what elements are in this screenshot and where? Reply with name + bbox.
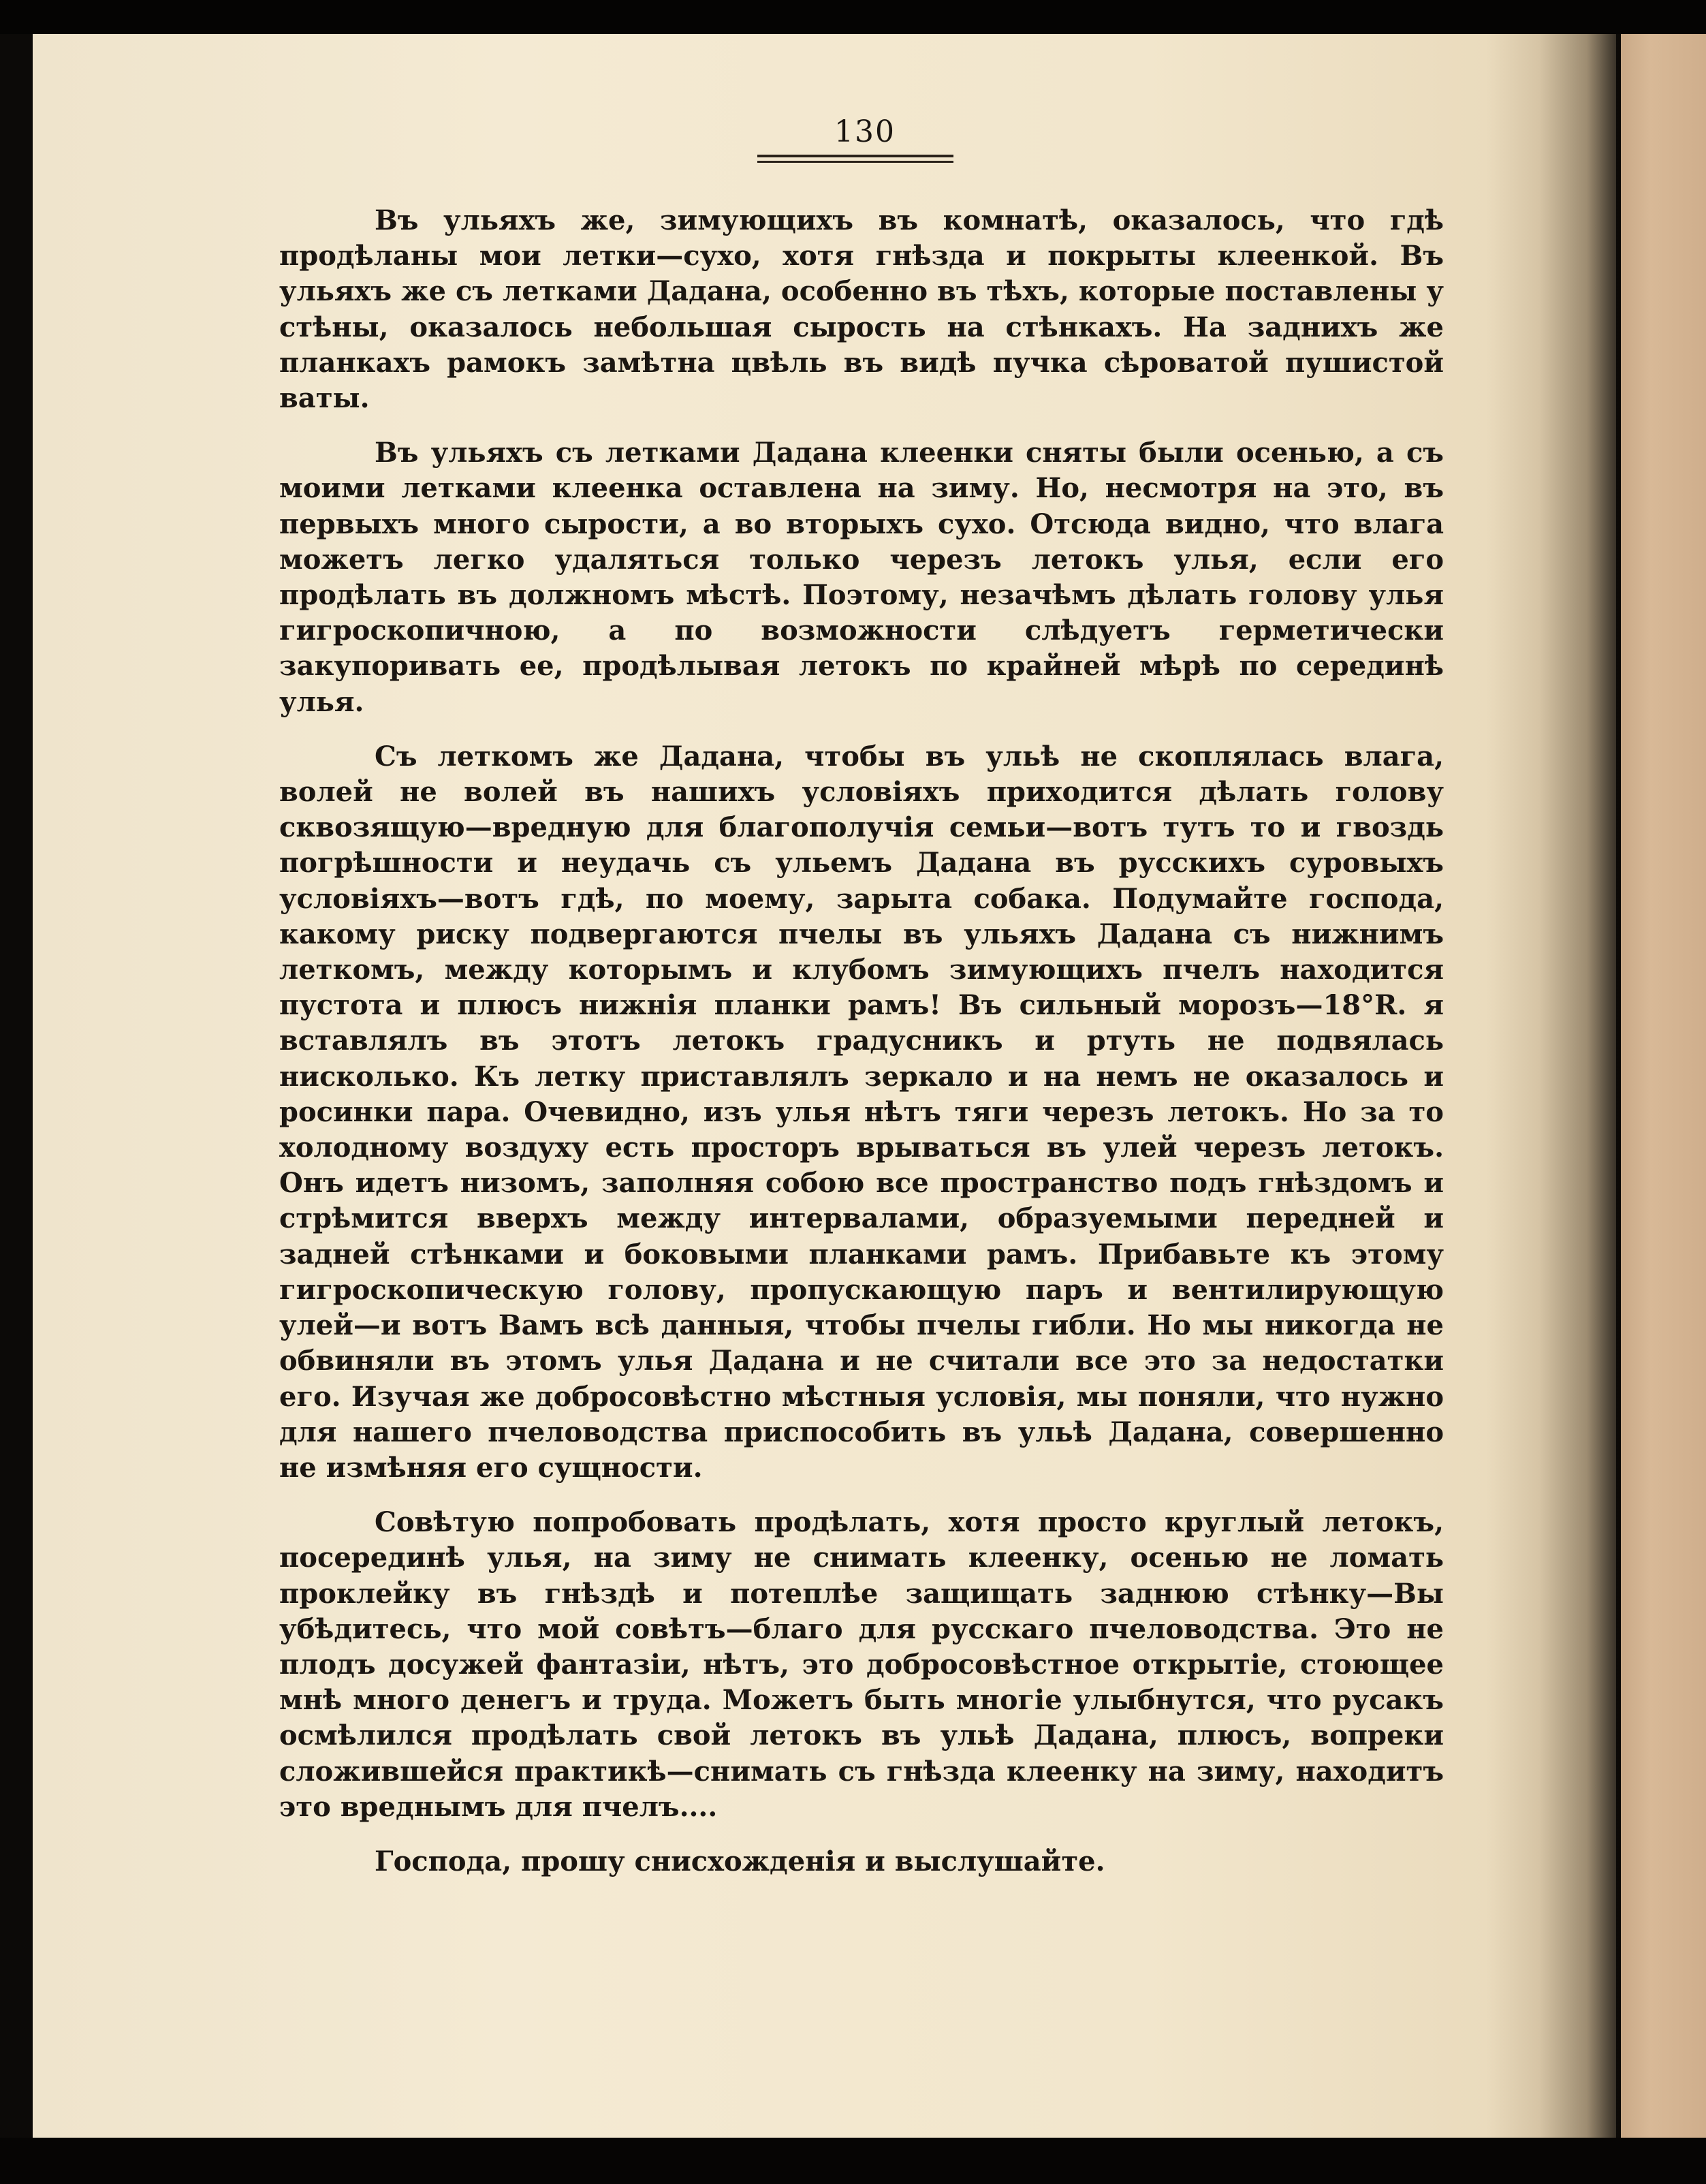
page-number: 130 (834, 114, 896, 149)
page-body-text (279, 203, 1444, 1899)
paragraph-3: Съ леткомъ же Дадана, чтобы въ ульѣ не скоплялась влага, волей не волей въ нашихъ условіяхъ приходится дѣлать голову сквозящую—вредную для благополучія семьи—вотъ тутъ то и гвоздь погрѣшности и неудачь съ ульемъ Дадана въ русскихъ суровыхъ условіяхъ—вотъ гдѣ, по моему, зарыта собака. Подумайте господа, какому риску подвергаются пчелы въ ульяхъ Дадана съ нижнимъ леткомъ, между которымъ и клубомъ зимующихъ пчелъ находится пустота и плюсъ нижнія планки рамъ! Въ сильный морозъ—18°R. я вставлялъ въ этотъ летокъ градусникъ и ртуть не подвялась нисколько. Къ летку приставлялъ зеркало и на немъ не оказалось и росинки пара. Очевидно, изъ улья нѣтъ тяги черезъ летокъ. Но за то холодному воздуху есть просторъ врываться въ улей черезъ летокъ. Онъ идетъ низомъ, заполняя собою все пространство подъ гнѣздомъ и стрѣмится вверхъ между интервалами, образуемыми передней и задней стѣнками и боковыми планками рамъ. Прибавьте къ этому гигроскопическую голову, пропускающую паръ и вентилирующую улей—и вотъ Вамъ всѣ данныя, чтобы пчелы гибли. Но мы никогда не обвиняли въ этомъ улья Дадана и не считали все это за недостатки его. Изучая же добросовѣстно мѣстныя условія, мы поняли, что нужно для нашего пчеловодства приспособить въ ульѣ Дадана, совершенно не измѣняя его сущности. (279, 740, 1444, 1484)
scan-bottom-border (0, 2138, 1706, 2184)
paragraph-4: Совѣтую попробовать продѣлать, хотя просто круглый летокъ, посерединѣ улья, на зиму не снимать клеенку, осенью не ломать проклейку въ гнѣздѣ и потеплѣе защищать заднюю стѣнку—Вы убѣдитесь, что мой совѣтъ—благо для русскаго пчеловодства. Это не плодъ досужей фантазіи, нѣтъ, это добросовѣстное открытіе, стоющее мнѣ много денегъ и труда. Можетъ быть многіе улыбнутся, что русакъ осмѣлился продѣлать свой летокъ въ ульѣ Дадана, плюсъ, вопреки сложившейся практикѣ—снимать съ гнѣзда клеенку на зиму, находитъ это вреднымъ для пчелъ.... (279, 1506, 1444, 1823)
header-rule-bottom (757, 161, 953, 163)
header-rule-top (757, 155, 953, 157)
scan-top-border (0, 0, 1706, 34)
paragraph-1: Въ ульяхъ же, зимующихъ въ комнатѣ, оказалось, что гдѣ продѣланы мои летки—сухо, хотя гнѣзда и покрыты клеенкой. Въ ульяхъ же съ летками Дадана, особенно въ тѣхъ, которые поставлены у стѣны, оказалось небольшая сырость на стѣнкахъ. На заднихъ же планкахъ рамокъ замѣтна цвѣль въ видѣ пучка сѣроватой пушистой ваты. (279, 204, 1444, 415)
paragraph-5: Господа, прошу снисхожденія и выслушайте. (375, 1845, 1105, 1877)
spine-shadow (1485, 34, 1621, 2139)
paragraph-2: Въ ульяхъ съ летками Дадана клеенки сняты были осенью, а съ моими летками клеенка оставлена на зиму. Но, несмотря на это, въ первыхъ много сырости, а во вторыхъ сухо. Отсюда видно, что влага можетъ легко удаляться только черезъ летокъ улья, если его продѣлать въ должномъ мѣстѣ. Поэтому, незачѣмъ дѣлать голову улья гигроскопичною, а по возможности слѣдуетъ герметически закупоривать ее, продѣлывая летокъ по крайней мѣрѣ по серединѣ улья. (279, 437, 1444, 718)
adjacent-page-edge (1621, 34, 1706, 2139)
